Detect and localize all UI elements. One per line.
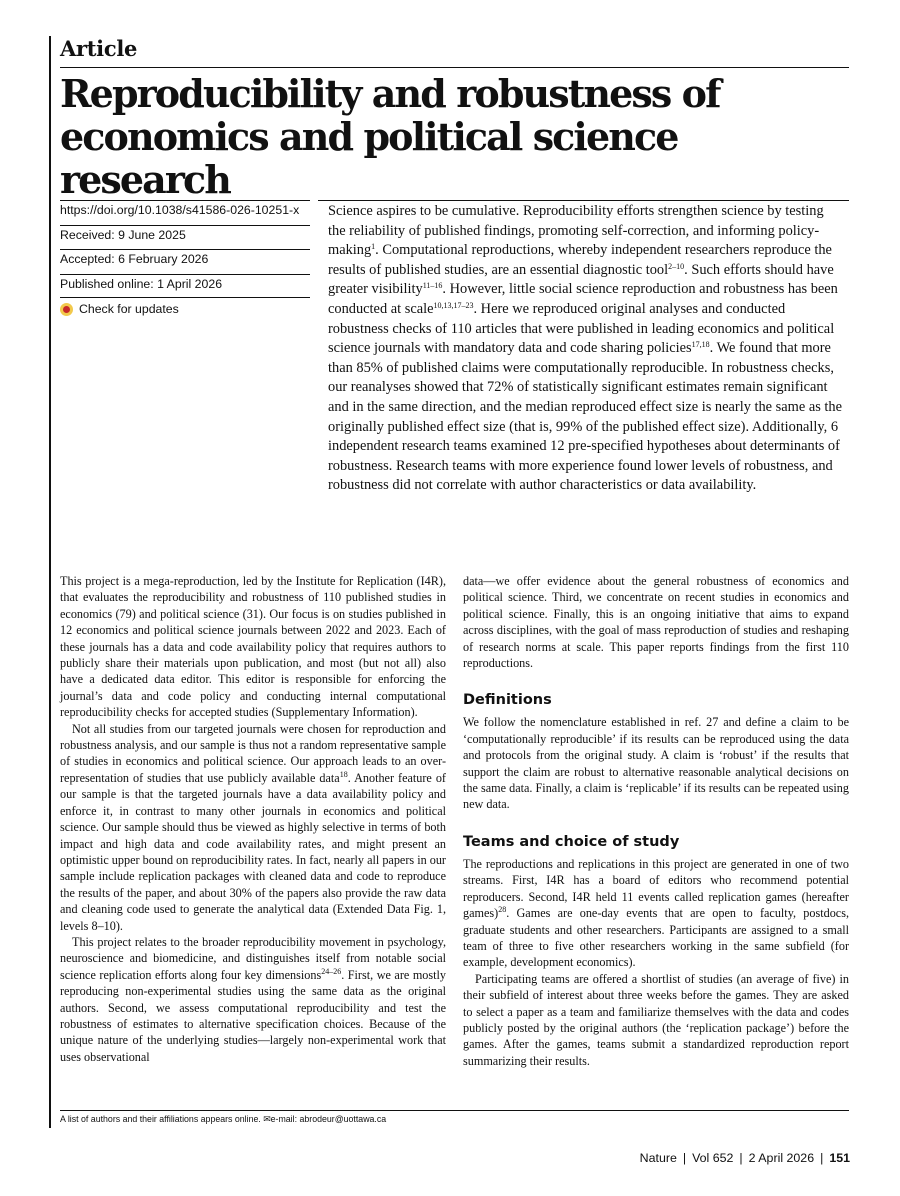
text-run: . Another feature of our sample is that the targeted journals have a data availability policy and enforce it, in contrast to many other journals in economics and political science. Our sample should thus be viewed as highly selective in terms of both impact and high data and code availability rates, and might present an optimistic upper bound on reproducibility rates. In fact, nearly all papers in our sample include replication packages with cleaned data and code to reproduce the results of the paper, and about 30% of the papers also provide the raw data and cleaning code used to generate the analytical data (Extended Data Fig. 1, levels 8–10).: [60, 770, 446, 933]
text-run: This project is a mega-reproduction, led by the Institute for Replication (I4R), that evaluates the reproducibility and robustness of 110 published studies in economics (79) and political science (31). Our focus is on studies published in 12 economics and political science journals between 2022 and 2023. Each of these journals has a data and code availability policy that requires authors to publicly share their materials upon publication, and most (but not all) also have a dedicated data editor. This editor is responsible for enforcing the journal’s data and code policy and conducting internal computational reproducibility checks for accepted studies (Supplementary Information).: [60, 574, 446, 720]
citation-superscript[interactable]: 17,18: [691, 340, 710, 350]
text-run: . Here we reproduced original analyses and conducted robustness checks of 110 articles that were published in leading economics and political science journals with mandatory data and code sharing policies: [328, 300, 835, 357]
citation-superscript[interactable]: 18: [339, 769, 348, 779]
author-footnote: A list of authors and their affiliations appears online. ✉e-mail: abrodeur@uottawa.ca: [60, 1114, 387, 1124]
header-rule: [60, 67, 849, 68]
text-run: data—we offer evidence about the general robustness of economics and political science. Third, we concentrate on recent studies in economics and political science. Finally, this is an ongoing initiative that aims to expand across disciplines, with the goal of mass reproduction of studies and reshaping of research norms at scale. This paper reports findings from the first 110 reproductions.: [463, 574, 849, 671]
text-run: Not all studies from our targeted journals were chosen for reproduction and robustness analysis, and our sample is thus not a random representative sample of studies in economics and political science. Our approach leads to an over-representation of studies that use publicly available data: [60, 721, 446, 785]
doi-link[interactable]: https://doi.org/10.1038/s41586-026-10251-x: [60, 200, 310, 225]
article-metadata: [60, 200, 310, 320]
body-paragraph: [463, 856, 849, 971]
text-run: . Such efforts should have greater visibility: [328, 261, 834, 298]
text-run: We follow the nomenclature established in ref. 27 and define a claim to be ‘computationally reproducible’ if its results can be reproduced using the data and protocols from the original study. A claim is ‘robust’ if the results that support the claim are robust to alternative reasonable analytical decisions on the same data. Finally, a claim is ‘replicable’ if its results can be repeated using new data.: [463, 715, 849, 812]
check-for-updates-link[interactable]: [60, 298, 310, 320]
abstract: [328, 202, 842, 496]
text-run: This project relates to the broader reproducibility movement in psychology, neuroscience and biomedicine, and distinguishes itself from notable social science replication efforts along four key dimensions: [60, 934, 446, 982]
section-heading-teams: Teams and choice of study: [463, 833, 680, 850]
body-paragraph: [463, 971, 849, 1069]
body-column-right: [463, 573, 849, 1069]
article-title: Reproducibility and robustness of economics and political science research: [60, 71, 720, 202]
teams-section: [463, 856, 849, 1069]
citation-superscript[interactable]: 10,13,17–23: [433, 300, 474, 310]
body-paragraph: [463, 714, 849, 812]
accepted-date: Accepted: 6 February 2026: [60, 249, 310, 274]
published-date: Published online: 1 April 2026: [60, 274, 310, 299]
footnote-rule: [60, 1110, 849, 1111]
text-run: . We found that more than 85% of published claims were computationally reproducible. In robustness checks, our reanalyses showed that 72% of statistically significant estimates remain significant and in the same direction, and the median reproduced effect size is nearly the same as the originally published effect size (that is, 99% of the published effect size). Additionally, 6 independent research teams examined 12 pre-specified hypotheses about determinants of robustness. Research teams with more experience found lower levels of robustness, and robustness did not correlate with author characteristics or data availability.: [328, 340, 842, 494]
citation-superscript[interactable]: 11–16: [422, 281, 443, 291]
body-paragraph: [60, 573, 446, 721]
citation-superscript[interactable]: 1: [371, 242, 376, 252]
text-run: Participating teams are offered a shortlist of studies (an average of five) in their subfield of interest about three weeks before the games. They are asked to select a paper as a team and familiarize themselves with the data and codes publicly posted by the original authors (the ‘replication package’) before the games. After the games, teams submit a standardized reproduction report summarizing their results.: [463, 971, 849, 1068]
citation-superscript[interactable]: 28: [498, 905, 507, 915]
body-paragraph: [60, 934, 446, 1065]
section-heading-definitions: Definitions: [463, 692, 552, 709]
body-column-left: [60, 573, 446, 1065]
body-paragraph: [463, 573, 849, 671]
text-run: . However, little social science reproduction and robustness has been conducted at scale: [328, 281, 838, 317]
text-run: . Games are one-day events that are open to faculty, postdocs, graduate students and other researchers. Participants are assigned to a small team of three to five other researchers working in the same subfield (for example, development economics).: [463, 906, 849, 970]
citation-superscript[interactable]: 24–26: [321, 966, 342, 976]
left-margin-rule: [49, 36, 51, 1128]
abstract-rule: [318, 200, 849, 201]
body-paragraph: [60, 721, 446, 934]
issue-date: 2 April 2026: [748, 1151, 815, 1165]
article-type-label: Article: [60, 36, 138, 61]
crossmark-icon: [60, 303, 73, 316]
text-run: The reproductions and replications in this project are generated in one of two streams. First, I4R has a board of editors who recommend potential reproducers. Second, I4R held 11 events called replication games (hereafter games): [463, 856, 849, 921]
text-run: . Computational reproductions, whereby independent researchers reproduce the results of published studies, are an essential diagnostic tool: [328, 242, 832, 278]
definitions-section: [463, 714, 849, 812]
journal-name: Nature: [639, 1151, 677, 1165]
text-run: Science aspires to be cumulative. Reproducibility efforts strengthen science by testing the reliability of published findings, promoting self-correction, and informing policy-making: [328, 203, 824, 259]
received-date: Received: 9 June 2025: [60, 225, 310, 250]
page-number: 151: [829, 1151, 850, 1165]
intro-continuation: [463, 573, 849, 671]
page-folio: Nature | Vol 652 | 2 April 2026 | 151: [639, 1151, 850, 1165]
volume-number: Vol 652: [692, 1151, 734, 1165]
citation-superscript[interactable]: 2–10: [668, 261, 685, 271]
text-run: . First, we are mostly reproducing non-experimental studies using the same data as the original authors. Second, we assess computational reproducibility and test the robustness of estimates to alternative specification choices. Because of the unique nature of the underlying studies—largely non-experimental work that uses observational: [60, 967, 447, 1064]
check-for-updates-label: Check for updates: [79, 302, 179, 316]
